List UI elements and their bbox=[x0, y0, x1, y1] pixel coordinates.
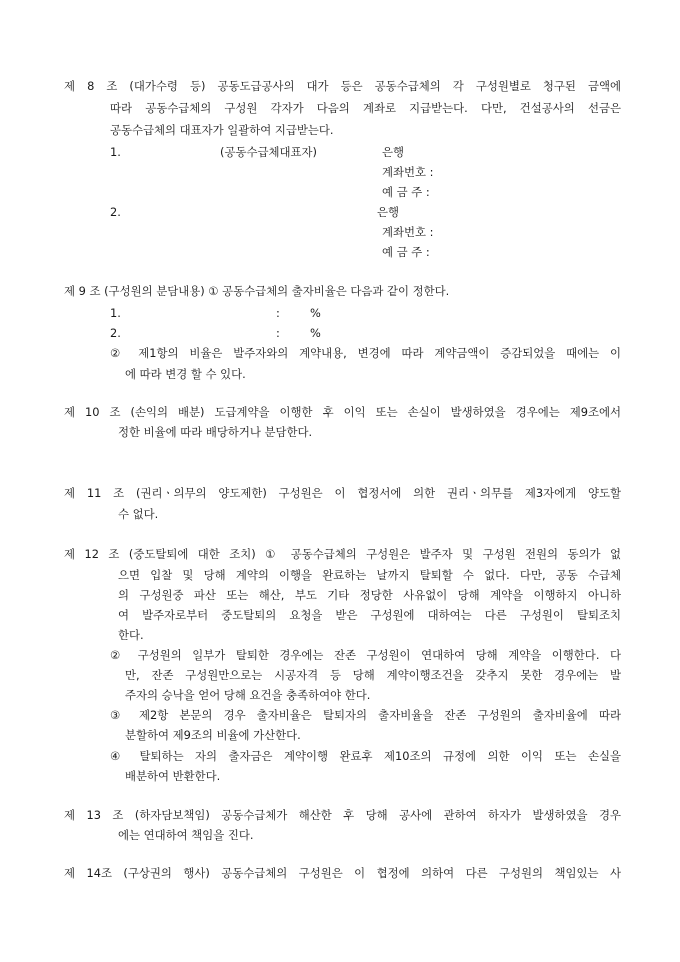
art12-line-5: 한다. bbox=[118, 628, 144, 642]
art13-line-2: 에는 연대하여 책임을 진다. bbox=[118, 828, 254, 842]
art8-line-3: 공동수급체의 대표자가 일괄하여 지급받는다. bbox=[110, 123, 334, 137]
art11-line-1: 제 11 조 (권리ㆍ의무의 양도제한) 구성원은 이 협정서에 의한 권리ㆍ의무를 제3자에게 양도할 bbox=[64, 486, 621, 500]
ratio2-percent: % bbox=[310, 326, 321, 340]
art12-para4-line-1: ④ 탈퇴하는 자의 출자금은 계약이행 완료후 제10조의 규정에 의한 이익 또는 손실을 bbox=[110, 749, 621, 763]
ratio2-number: 2. bbox=[110, 326, 121, 340]
art12-para2-line-1: ② 구성원의 일부가 탈퇴한 경우에는 잔존 구성원이 연대하여 당해 계약을 이행한다. 다 bbox=[110, 648, 621, 662]
acct2-account-number: 계좌번호 : bbox=[382, 225, 434, 239]
art10-line-2: 정한 비율에 따라 배당하거나 분담한다. bbox=[118, 425, 313, 439]
art10-line-1: 제 10 조 (손익의 배분) 도급계약을 이행한 후 이익 또는 손실이 발생하였을 경우에는 제9조에서 bbox=[64, 405, 621, 419]
acct1-number: 1. bbox=[110, 145, 121, 159]
art12-para2-line-3: 주자의 승낙을 얻어 당해 요건을 충족하여야 한다. bbox=[125, 688, 371, 702]
art13-line-1: 제 13 조 (하자담보책임) 공동수급체가 해산한 후 당해 공사에 관하여 하자가 발생하였을 경우 bbox=[64, 808, 621, 822]
art12-line-1: 제 12 조 (중도탈퇴에 대한 조치) ① 공동수급체의 구성원은 발주자 및 구성원 전원의 동의가 없 bbox=[64, 547, 621, 561]
ratio1-colon: : bbox=[276, 306, 280, 320]
art12-para3-line-2: 분할하여 제9조의 비율에 가산한다. bbox=[125, 728, 301, 742]
ratio1-percent: % bbox=[310, 306, 321, 320]
art8-line-1: 제 8 조 (대가수령 등) 공동도급공사의 대가 등은 공동수급체의 각 구성원별로 청구된 금액에 bbox=[64, 79, 621, 93]
art8-line-2: 따라 공동수급체의 구성원 각자가 다음의 계좌로 지급받는다. 다만, 건설공사의 선금은 bbox=[110, 101, 621, 115]
acct1-bank: 은행 bbox=[382, 145, 405, 159]
acct2-number: 2. bbox=[110, 205, 121, 219]
art12-para3-line-1: ③ 제2항 본문의 경우 출자비율은 탈퇴자의 출자비율을 잔존 구성원의 출자비율에 따라 bbox=[110, 708, 621, 722]
acct1-depositor: 예 금 주 : bbox=[382, 185, 430, 199]
ratio2-colon: : bbox=[276, 326, 280, 340]
art11-line-2: 수 없다. bbox=[118, 507, 159, 521]
art12-line-3: 의 구성원중 파산 또는 해산, 부도 기타 정당한 사유없이 당해 계약을 이행하지 아니하 bbox=[118, 588, 621, 602]
art12-line-4: 여 발주자로부터 중도탈퇴의 요청을 받은 구성원에 대하여는 다른 구성원이 탈퇴조치 bbox=[118, 608, 621, 622]
art9-para2-line-1: ② 제1항의 비율은 발주자와의 계약내용, 변경에 따라 계약금액이 증감되었을 때에는 이 bbox=[110, 346, 621, 360]
acct1-representative: (공동수급체대표자) bbox=[220, 145, 317, 159]
art14-line-1: 제 14조 (구상권의 행사) 공동수급체의 구성원은 이 협정에 의하여 다른 구성원의 책임있는 사 bbox=[64, 866, 621, 880]
art12-line-2: 으면 입찰 및 당해 계약의 이행을 완료하는 날까지 탈퇴할 수 없다. 다만, 공동 수급체 bbox=[118, 568, 621, 582]
ratio1-number: 1. bbox=[110, 306, 121, 320]
art12-para2-line-2: 만, 잔존 구성원만으로는 시공자격 등 당해 계약이행조건을 갖추지 못한 경우에는 발 bbox=[125, 668, 621, 682]
acct2-bank: 은행 bbox=[377, 205, 400, 219]
art9-line-1: 제 9 조 (구성원의 분담내용) ① 공동수급체의 출자비율은 다음과 같이 정한다. bbox=[64, 284, 450, 298]
acct1-account-number: 계좌번호 : bbox=[382, 165, 434, 179]
acct2-depositor: 예 금 주 : bbox=[382, 245, 430, 259]
art9-para2-line-2: 에 따라 변경 할 수 있다. bbox=[125, 367, 246, 381]
art12-para4-line-2: 배분하여 반환한다. bbox=[125, 769, 221, 783]
